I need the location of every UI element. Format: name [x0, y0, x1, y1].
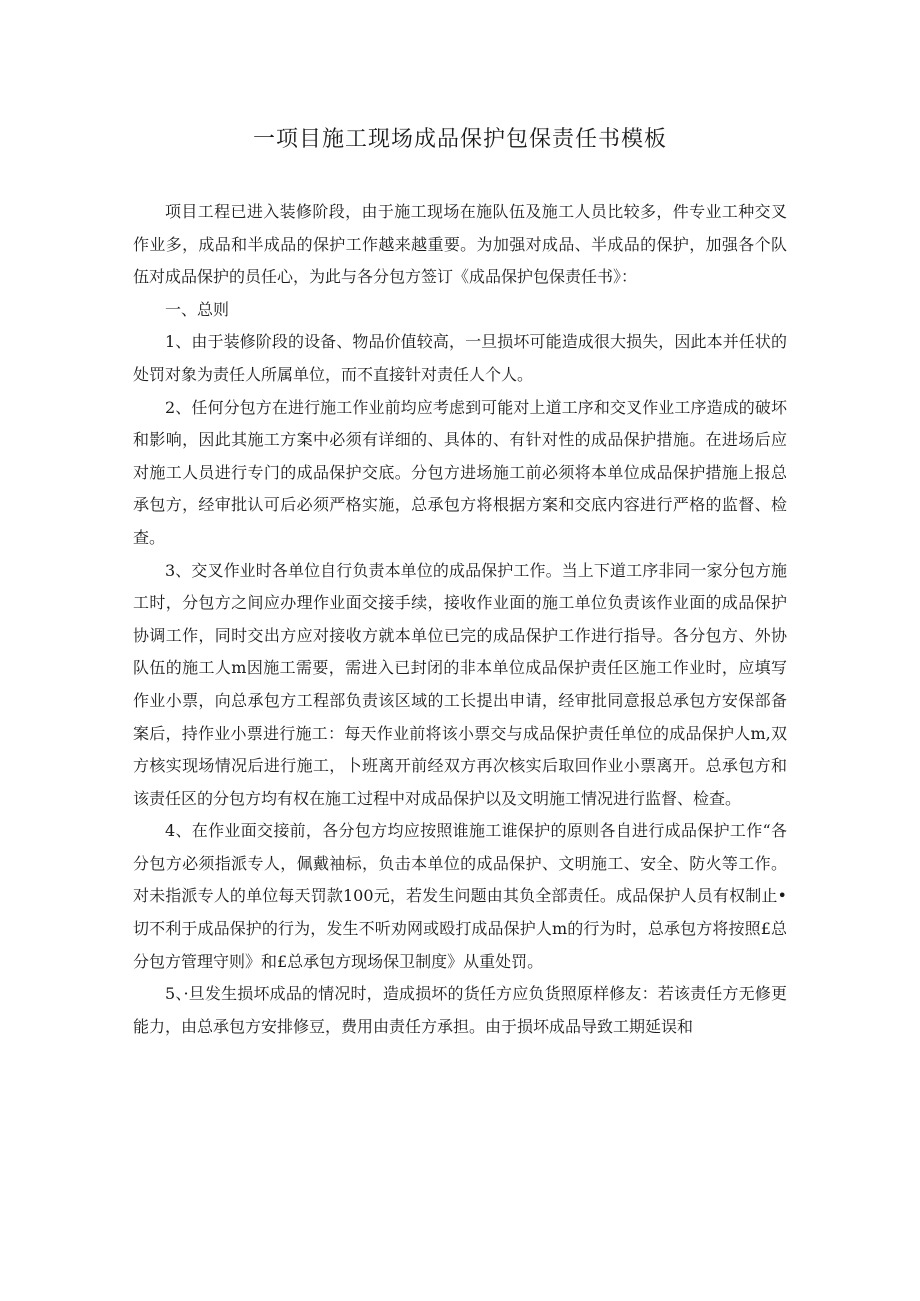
clause-3: 3、交叉作业时各单位自行负责本单位的成品保护工作。当上下道工序非同一家分包方施工时，分包方之间应办理作业面交接手续，接收作业面的施工单位负责该作业面的成品保护协调工作，同时交出方应对接收方就本单位已完的成品保护工作进行指导。各分包方、外协队伍的施工人m因施工需要，需进入已封闭的非本单位成品保护责任区施工作业时，应填写作业小票，向总承包方工程部负责该区域的工长提出申请，经审批同意报总承包方安保部备案后，持作业小票进行施工：每天作业前将该小票交与成品保护责任单位的成品保护人m,双方核实现场情况后进行施工，卜班离开前经双方再次核实后取回作业小票离开。总承包方和该责任区的分包方均有权在施工过程中对成品保护以及文明施工情况进行监督、检查。 — [133, 560, 787, 808]
clause-2: 2、任何分包方在进行施工作业前均应考虑到可能对上道工序和交叉作业工序造成的破坏和影响，因此其施工方案中必须有详细的、具体的、有针对性的成品保护措施。在进场后应对施工人员进行专门的成品保护交底。分包方进场施工前必须将本单位成品保护措施上报总承包方，经审批认可后必须严格实施，总承包方将根据方案和交底内容进行严格的监督、检查。 — [133, 397, 787, 547]
section-heading-general: 一、总则 — [165, 299, 230, 319]
clause-1: 1、由于装修阶段的设备、物品价值较高，一旦损坏可能造成很大损失，因此本并任状的处罚对象为责任人所属单位，而不直接针对责任人个人。 — [133, 332, 787, 384]
clause-4: 4、在作业面交接前，各分包方均应按照谁施工谁保护的原则各自进行成品保护工作“各分包方必须指派专人，佩戴袖标，负击本单位的成品保护、文明施工、安全、防火等工作。对未指派专人的单位每天罚款100元，若发生问题由其负全部责任。成品保护人员有权制止•切不利于成品保护的行为，发生不听劝网或殴打成品保护人m的行为时，总承包方将按照£总分包方管理守则》和£总承包方现场保卫制度》从重处罚。 — [133, 821, 787, 971]
document-body — [133, 196, 787, 1043]
intro-paragraph: 项目工程已进入装修阶段，由于施工现场在施队伍及施工人员比较多，件专业工种交叉作业多，成品和半成品的保护工作越来越重要。为加强对成品、半成品的保护，加强各个队伍对成品保护的员任心，为此与各分包方签订《成品保护包保责任书》： — [133, 202, 787, 287]
document-title: 一项目施工现场成品保护包保责任书模板 — [252, 127, 667, 152]
clause-5: 5、·旦发生损坏成品的情况时，造成损坏的货任方应负货照原样修友：若该责任方无修更能力，由总承包方安排修豆，费用由责任方承担。由于损坏成品导致工期延误和 — [133, 984, 787, 1036]
